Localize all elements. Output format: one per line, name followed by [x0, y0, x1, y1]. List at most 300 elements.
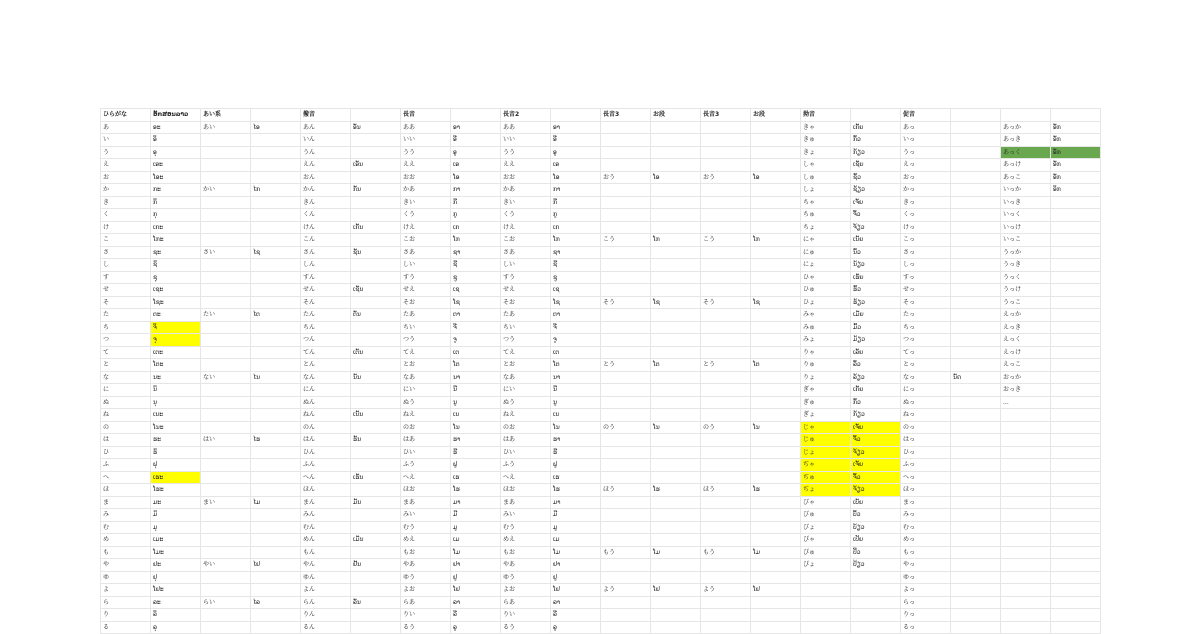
cell[interactable] [1051, 546, 1101, 559]
cell[interactable]: もっ [901, 546, 951, 559]
cell[interactable] [1001, 609, 1051, 622]
cell[interactable] [1001, 421, 1051, 434]
cell[interactable]: ໂຕ [451, 359, 501, 372]
cell[interactable] [951, 234, 1001, 247]
cell[interactable]: ほっ [901, 484, 951, 497]
cell[interactable] [601, 134, 651, 147]
cell[interactable]: ກະ [151, 184, 201, 197]
cell[interactable]: ໂກະ [151, 234, 201, 247]
cell[interactable]: ໂຢ [751, 584, 801, 597]
cell[interactable]: こお [501, 234, 551, 247]
cell[interactable] [251, 384, 301, 397]
cell[interactable]: ຮີ [451, 446, 501, 459]
cell[interactable]: ອູ [551, 146, 601, 159]
cell[interactable]: き [101, 196, 151, 209]
cell[interactable]: のお [401, 421, 451, 434]
cell[interactable]: ゆん [301, 571, 351, 584]
cell[interactable] [651, 396, 701, 409]
cell[interactable]: ໂມ [551, 546, 601, 559]
cell[interactable]: ຈິ [151, 321, 201, 334]
cell[interactable]: ひっ [901, 446, 951, 459]
cell[interactable]: り [101, 609, 151, 622]
cell[interactable]: ໂຮ [651, 484, 701, 497]
cell[interactable] [1051, 509, 1101, 522]
cell[interactable]: にゃ [801, 234, 851, 247]
cell[interactable]: ເຊ [451, 284, 501, 297]
cell[interactable]: じょ [801, 446, 851, 459]
cell[interactable]: らあ [401, 596, 451, 609]
cell[interactable] [351, 484, 401, 497]
cell[interactable] [951, 346, 1001, 359]
cell[interactable] [951, 621, 1001, 634]
cell[interactable]: えっく [1001, 334, 1051, 347]
cell[interactable]: おお [501, 171, 551, 184]
cell[interactable]: らい [201, 596, 251, 609]
cell[interactable]: け [101, 221, 151, 234]
cell[interactable] [201, 284, 251, 297]
cell[interactable]: ໂນ [551, 421, 601, 434]
cell[interactable] [751, 146, 801, 159]
cell[interactable]: ຊູ [451, 271, 501, 284]
cell[interactable] [601, 446, 651, 459]
cell[interactable]: ໂຊ [551, 296, 601, 309]
cell[interactable]: ລຸ [151, 621, 201, 634]
cell[interactable] [351, 234, 401, 247]
cell[interactable] [601, 496, 651, 509]
cell[interactable] [201, 471, 251, 484]
cell[interactable]: うっこ [1001, 296, 1051, 309]
cell[interactable] [751, 284, 801, 297]
cell[interactable] [701, 184, 751, 197]
cell[interactable]: みゅ [801, 321, 851, 334]
cell[interactable]: とっ [901, 359, 951, 372]
cell[interactable]: しい [501, 259, 551, 272]
cell[interactable]: ລະ [151, 596, 201, 609]
cell[interactable] [751, 121, 801, 134]
cell[interactable] [651, 184, 701, 197]
cell[interactable]: ບ້ຽວ [851, 521, 901, 534]
cell[interactable]: こ [101, 234, 151, 247]
cell[interactable]: ເຮະ [151, 471, 201, 484]
cell[interactable]: ລັນ [351, 596, 401, 609]
cell[interactable]: ほう [601, 484, 651, 497]
cell[interactable]: ຊູ [551, 271, 601, 284]
cell[interactable] [801, 621, 851, 634]
cell[interactable]: すう [501, 271, 551, 284]
cell[interactable] [801, 571, 851, 584]
cell[interactable] [651, 609, 701, 622]
cell[interactable] [751, 384, 801, 397]
cell[interactable]: ເກ [551, 221, 601, 234]
cell[interactable]: めえ [401, 534, 451, 547]
cell[interactable]: ເຕ [551, 346, 601, 359]
cell[interactable]: ອັກ [1051, 171, 1101, 184]
cell[interactable]: ນາ [451, 371, 501, 384]
cell[interactable]: みい [501, 509, 551, 522]
cell[interactable] [1001, 546, 1051, 559]
cell[interactable]: もう [601, 546, 651, 559]
cell[interactable]: しゅ [801, 171, 851, 184]
cell[interactable]: うっき [1001, 259, 1051, 272]
cell[interactable]: ぬう [401, 396, 451, 409]
cell[interactable]: み [101, 509, 151, 522]
cell[interactable] [701, 309, 751, 322]
cell[interactable]: きゃ [801, 121, 851, 134]
cell[interactable] [751, 534, 801, 547]
cell[interactable] [201, 359, 251, 372]
cell[interactable] [1001, 521, 1051, 534]
cell[interactable] [951, 459, 1001, 472]
cell[interactable] [351, 271, 401, 284]
cell[interactable] [751, 209, 801, 222]
cell[interactable]: よう [601, 584, 651, 597]
cell[interactable]: ຟູ [451, 459, 501, 472]
cell[interactable]: なっ [901, 371, 951, 384]
cell[interactable] [751, 559, 801, 572]
header-cell[interactable]: 長音3 [701, 109, 751, 122]
cell[interactable]: うっけ [1001, 284, 1051, 297]
cell[interactable]: ໂມ [751, 546, 801, 559]
cell[interactable] [351, 259, 401, 272]
cell[interactable]: に [101, 384, 151, 397]
cell[interactable] [751, 471, 801, 484]
cell[interactable]: う [101, 146, 151, 159]
cell[interactable] [651, 259, 701, 272]
cell[interactable]: る [101, 621, 151, 634]
cell[interactable] [251, 521, 301, 534]
cell[interactable] [201, 546, 251, 559]
cell[interactable]: ຈ້ຽວ [851, 221, 901, 234]
cell[interactable]: いっき [1001, 196, 1051, 209]
cell[interactable] [651, 309, 701, 322]
cell[interactable]: ກີ [451, 196, 501, 209]
cell[interactable]: ເມ [551, 534, 601, 547]
cell[interactable] [701, 271, 751, 284]
cell[interactable] [1051, 221, 1101, 234]
cell[interactable]: ຟູ [551, 459, 601, 472]
cell[interactable]: おん [301, 171, 351, 184]
cell[interactable]: ໄນ [251, 371, 301, 384]
cell[interactable]: か [101, 184, 151, 197]
cell[interactable] [951, 609, 1001, 622]
cell[interactable]: るん [301, 621, 351, 634]
cell[interactable]: え [101, 159, 151, 172]
cell[interactable]: びょ [801, 521, 851, 534]
cell[interactable]: へ [101, 471, 151, 484]
cell[interactable]: てえ [401, 346, 451, 359]
cell[interactable] [1001, 571, 1051, 584]
cell[interactable] [251, 296, 301, 309]
cell[interactable]: けえ [501, 221, 551, 234]
cell[interactable]: そっ [901, 296, 951, 309]
cell[interactable]: ま [101, 496, 151, 509]
cell[interactable] [201, 221, 251, 234]
cell[interactable]: ເຈັຍ [851, 459, 901, 472]
cell[interactable]: ນີ [551, 384, 601, 397]
cell[interactable]: ひい [501, 446, 551, 459]
cell[interactable] [351, 134, 401, 147]
cell[interactable]: るう [401, 621, 451, 634]
cell[interactable] [951, 284, 1001, 297]
cell[interactable]: ຕະ [151, 309, 201, 322]
cell[interactable]: ມິ [151, 509, 201, 522]
cell[interactable] [701, 559, 751, 572]
cell[interactable] [201, 259, 251, 272]
cell[interactable] [601, 396, 651, 409]
cell[interactable] [1051, 259, 1101, 272]
cell[interactable]: ຈ້ຽວ [851, 484, 901, 497]
cell[interactable] [651, 621, 701, 634]
cell[interactable]: りん [301, 609, 351, 622]
cell[interactable]: のう [701, 421, 751, 434]
cell[interactable]: ຢູ [551, 571, 601, 584]
cell[interactable]: そ [101, 296, 151, 309]
cell[interactable]: うう [501, 146, 551, 159]
cell[interactable]: ຢາ [551, 559, 601, 572]
cell[interactable] [601, 246, 651, 259]
cell[interactable]: ໂຊ [651, 296, 701, 309]
cell[interactable]: はあ [401, 434, 451, 447]
cell[interactable] [951, 184, 1001, 197]
cell[interactable]: とお [401, 359, 451, 372]
cell[interactable] [1051, 584, 1101, 597]
cell[interactable]: めん [301, 534, 351, 547]
cell[interactable] [651, 146, 701, 159]
cell[interactable]: ກາ [451, 184, 501, 197]
cell[interactable]: な [101, 371, 151, 384]
cell[interactable] [251, 146, 301, 159]
cell[interactable]: ຈິ້ວ [851, 434, 901, 447]
cell[interactable] [351, 321, 401, 334]
cell[interactable] [701, 159, 751, 172]
cell[interactable]: ひゅ [801, 284, 851, 297]
cell[interactable] [351, 509, 401, 522]
cell[interactable]: かあ [501, 184, 551, 197]
cell[interactable] [201, 509, 251, 522]
cell[interactable] [701, 221, 751, 234]
cell[interactable]: もお [501, 546, 551, 559]
cell[interactable]: るう [501, 621, 551, 634]
cell[interactable]: えっけ [1001, 346, 1051, 359]
cell[interactable]: むっ [901, 521, 951, 534]
cell[interactable] [251, 134, 301, 147]
cell[interactable]: つ [101, 334, 151, 347]
cell[interactable]: けん [301, 221, 351, 234]
cell[interactable] [1051, 384, 1101, 397]
cell[interactable] [251, 271, 301, 284]
cell[interactable]: ຕາ [551, 309, 601, 322]
cell[interactable] [251, 446, 301, 459]
cell[interactable]: ໂຕະ [151, 359, 201, 372]
cell[interactable] [651, 221, 701, 234]
cell[interactable]: にっ [901, 384, 951, 397]
cell[interactable]: と [101, 359, 151, 372]
cell[interactable]: ໂກ [451, 234, 501, 247]
cell[interactable]: ゆ [101, 571, 151, 584]
cell[interactable] [351, 609, 401, 622]
cell[interactable]: ເຊັຍ [851, 159, 901, 172]
cell[interactable] [651, 559, 701, 572]
cell[interactable]: むう [501, 521, 551, 534]
cell[interactable] [201, 346, 251, 359]
cell[interactable]: ອຸ [151, 146, 201, 159]
cell[interactable]: のお [501, 421, 551, 434]
cell[interactable] [1051, 296, 1101, 309]
cell[interactable] [1051, 459, 1101, 472]
cell[interactable]: ມ້ຽວ [851, 334, 901, 347]
cell[interactable]: こう [601, 234, 651, 247]
cell[interactable]: らん [301, 596, 351, 609]
cell[interactable]: ລີ [551, 609, 601, 622]
header-cell[interactable] [451, 109, 501, 122]
cell[interactable]: つう [401, 334, 451, 347]
cell[interactable]: ぎゅ [801, 396, 851, 409]
cell[interactable]: ເຕ [451, 346, 501, 359]
cell[interactable] [751, 346, 801, 359]
cell[interactable] [601, 521, 651, 534]
cell[interactable] [1051, 484, 1101, 497]
cell[interactable]: ເຮັນ [351, 471, 401, 484]
cell[interactable] [601, 196, 651, 209]
cell[interactable] [851, 584, 901, 597]
cell[interactable] [701, 284, 751, 297]
cell[interactable] [1001, 596, 1051, 609]
cell[interactable] [1051, 309, 1101, 322]
cell[interactable] [201, 321, 251, 334]
cell[interactable]: ນ້ຽວ [851, 259, 901, 272]
cell[interactable]: つう [501, 334, 551, 347]
cell[interactable]: の [101, 421, 151, 434]
cell[interactable]: ໂອ [551, 171, 601, 184]
cell[interactable] [851, 621, 901, 634]
cell[interactable] [751, 509, 801, 522]
cell[interactable]: ໄກ [251, 184, 301, 197]
cell[interactable]: ໄອ [251, 121, 301, 134]
cell[interactable]: みょ [801, 334, 851, 347]
cell[interactable]: しっ [901, 259, 951, 272]
cell[interactable]: にい [401, 384, 451, 397]
cell[interactable] [751, 334, 801, 347]
cell[interactable]: りい [501, 609, 551, 622]
cell[interactable]: ໄຢ [251, 559, 301, 572]
cell[interactable]: ええ [401, 159, 451, 172]
cell[interactable]: まい [201, 496, 251, 509]
cell[interactable] [601, 346, 651, 359]
cell[interactable]: そん [301, 296, 351, 309]
cell[interactable] [701, 609, 751, 622]
cell[interactable]: すん [301, 271, 351, 284]
cell[interactable]: よお [401, 584, 451, 597]
cell[interactable] [701, 596, 751, 609]
cell[interactable]: ເອະ [151, 159, 201, 172]
cell[interactable]: あっか [1001, 121, 1051, 134]
cell[interactable]: お [101, 171, 151, 184]
cell[interactable] [651, 134, 701, 147]
cell[interactable] [201, 521, 251, 534]
header-cell[interactable]: お段 [651, 109, 701, 122]
cell[interactable] [651, 571, 701, 584]
header-cell[interactable]: ひらがな [101, 109, 151, 122]
cell[interactable] [701, 146, 751, 159]
cell[interactable]: す [101, 271, 151, 284]
cell[interactable]: あっき [1001, 134, 1051, 147]
cell[interactable]: ນິ້ວ [851, 246, 901, 259]
cell[interactable]: ひん [301, 446, 351, 459]
cell[interactable]: よう [701, 584, 751, 597]
cell[interactable]: ຮິ້ວ [851, 284, 901, 297]
cell[interactable] [251, 584, 301, 597]
cell[interactable]: にょ [801, 259, 851, 272]
cell[interactable]: けえ [401, 221, 451, 234]
cell[interactable]: つっ [901, 334, 951, 347]
cell[interactable] [351, 396, 401, 409]
cell[interactable] [701, 321, 751, 334]
cell[interactable] [651, 334, 701, 347]
cell[interactable]: ລາ [551, 596, 601, 609]
cell[interactable] [751, 371, 801, 384]
cell[interactable]: えっか [1001, 309, 1051, 322]
cell[interactable] [951, 446, 1001, 459]
cell[interactable]: ຮິ [151, 446, 201, 459]
cell[interactable]: めえ [501, 534, 551, 547]
cell[interactable]: もう [701, 546, 751, 559]
cell[interactable] [801, 596, 851, 609]
cell[interactable] [1051, 371, 1101, 384]
cell[interactable]: うっか [1001, 246, 1051, 259]
cell[interactable] [701, 471, 751, 484]
cell[interactable] [201, 609, 251, 622]
cell[interactable]: ໂນ [751, 421, 801, 434]
cell[interactable]: ເກັຍ [851, 121, 901, 134]
cell[interactable] [651, 209, 701, 222]
cell[interactable] [251, 346, 301, 359]
cell[interactable] [951, 296, 1001, 309]
cell[interactable] [701, 371, 751, 384]
cell[interactable]: とお [501, 359, 551, 372]
cell[interactable]: さあ [401, 246, 451, 259]
cell[interactable] [751, 259, 801, 272]
cell[interactable]: てっ [901, 346, 951, 359]
cell[interactable]: ມາ [451, 496, 501, 509]
cell[interactable]: ມຸ [151, 521, 201, 534]
header-cell[interactable]: 長音3 [601, 109, 651, 122]
cell[interactable]: ໂຊ [451, 296, 501, 309]
cell[interactable] [751, 571, 801, 584]
cell[interactable]: ぬっ [901, 396, 951, 409]
cell[interactable]: ຈູ [551, 334, 601, 347]
cell[interactable]: ຈີ [551, 321, 601, 334]
cell[interactable]: よお [501, 584, 551, 597]
cell[interactable]: ເຊ [551, 284, 601, 297]
cell[interactable]: ぢゃ [801, 459, 851, 472]
cell[interactable] [751, 446, 801, 459]
cell[interactable] [1051, 359, 1101, 372]
cell[interactable]: りゃ [801, 346, 851, 359]
cell[interactable]: ぴゅ [801, 546, 851, 559]
cell[interactable] [951, 496, 1001, 509]
cell[interactable]: おっ [901, 171, 951, 184]
cell[interactable]: ອັກ [1051, 146, 1101, 159]
cell[interactable]: ひょ [801, 296, 851, 309]
cell[interactable]: ໂອະ [151, 171, 201, 184]
cell[interactable]: きっ [901, 196, 951, 209]
cell[interactable]: ຊ້ຽວ [851, 184, 901, 197]
cell[interactable] [351, 459, 401, 472]
cell[interactable] [251, 209, 301, 222]
cell[interactable]: ຊຸ [151, 271, 201, 284]
cell[interactable]: ぎゃ [801, 384, 851, 397]
cell[interactable] [701, 509, 751, 522]
